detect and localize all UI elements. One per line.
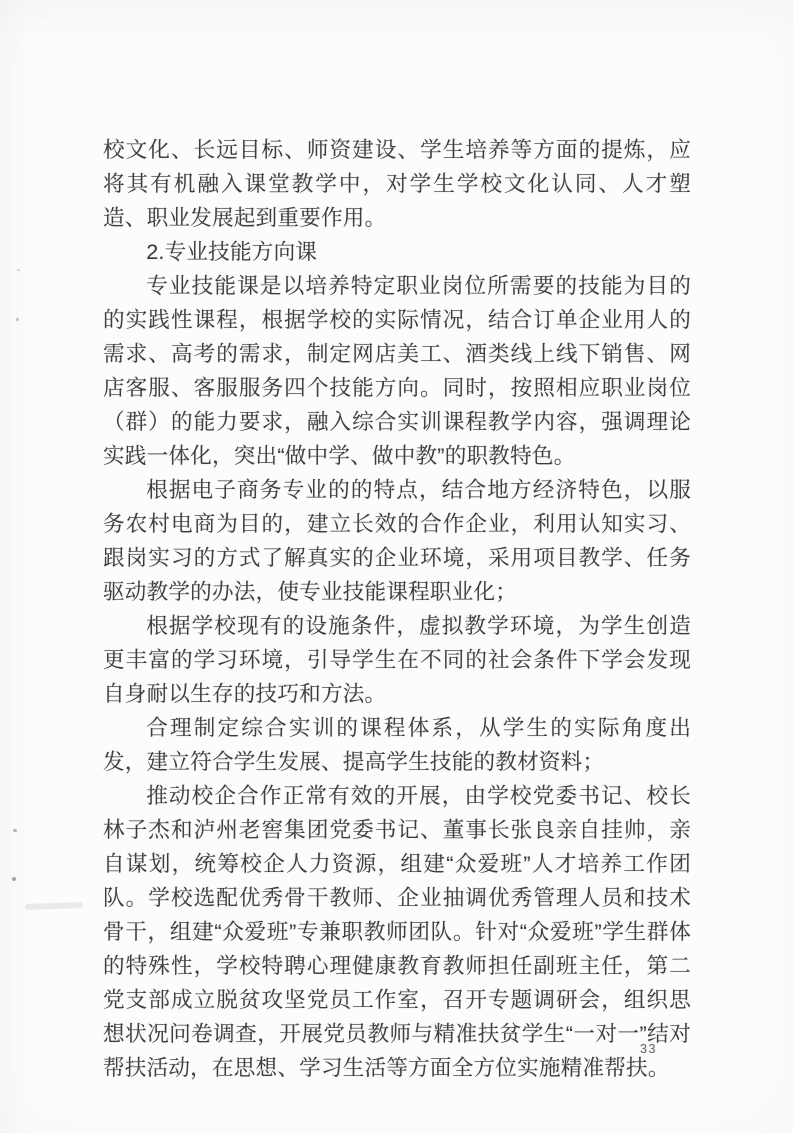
paragraph-continuation: 校文化、长远目标、师资建设、学生培养等方面的提炼，应将其有机融入课堂教学中，对学生学校文化认同、人才塑造、职业发展起到重要作用。 <box>103 137 691 230</box>
scan-speck <box>13 829 17 832</box>
scan-speck <box>16 318 19 321</box>
scan-speck <box>12 877 16 881</box>
paragraph-skill-course-intro: 专业技能课是以培养特定职业岗位所需要的技能为目的的实践性课程，根据学校的实际情况，结合订单企业用人的需求、高考的需求，制定网店美工、酒类线上线下销售、网店客服、客服服务四个技能方向。同时，按照相应职业岗位（群）的能力要求，融入综合实训课程教学内容，强调理论实践一体化，突出“做中学、做中教”的职教特色。 <box>103 273 691 468</box>
page-number: 33 <box>640 1042 657 1056</box>
section-heading-skill-course: 2.专业技能方向课 <box>146 239 318 264</box>
paragraph-school-enterprise-cooperation: 推动校企合作正常有效的开展，由学校党委书记、校长林子杰和泸州老窖集团党委书记、董事长张良亲自挂帅，亲自谋划，统筹校企人力资源，组建“众爱班”人才培养工作团队。学校选配优秀骨干教师、企业抽调优秀管理人员和技术骨干，组建“众爱班”专兼职教师团队。针对“众爱班”学生群体的特殊性，学校特聘心理健康教育教师担任副班主任，第二党支部成立脱贫攻坚党员工作室，召开专题调研会，组织思想状况问卷调查，开展党员教师与精准扶贫学生“一对一”结对帮扶活动，在思想、学习生活等方面全方位实施精准帮扶。 <box>103 783 691 1080</box>
scan-speck <box>17 269 20 271</box>
paragraph-curriculum-system: 合理制定综合实训的课程体系，从学生的实际角度出发，建立符合学生发展、提高学生技能的教材资料； <box>103 715 691 774</box>
document-text-block <box>103 133 691 1085</box>
paragraph-school-facilities: 根据学校现有的设施条件，虚拟教学环境，为学生创造更丰富的学习环境，引导学生在不同的社会条件下学会发现自身耐以生存的技巧和方法。 <box>103 613 691 706</box>
scan-smudge <box>25 902 83 910</box>
paragraph-ecommerce-features: 根据电子商务专业的的特点，结合地方经济特色，以服务农村电商为目的，建立长效的合作企业，利用认知实习、跟岗实习的方式了解真实的企业环境，采用项目教学、任务驱动教学的办法，使专业技能课程职业化； <box>103 477 691 604</box>
